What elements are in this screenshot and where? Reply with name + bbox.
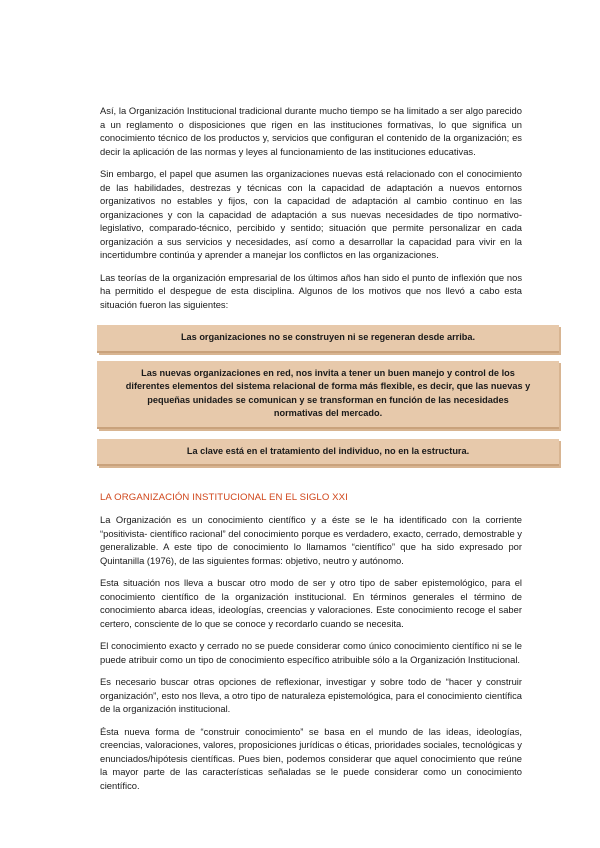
paragraph: Sin embargo, el papel que asumen las organizaciones nuevas está relacionado con el conocimiento de las habilidades, destrezas y técnicas con la capacidad de adaptación a nuevos entornos organizativos no estables y fijos, con la capacidad de adaptación al cambio continuo en las organizaciones y con la capacidad de adaptación a sus nuevas necesidades de tipo normativo-legislativo, comparado-técnico, percibido y sentido; situación que permite personalizar en cada organización a sus servicios y necesidades, así como a desarrollar la capacidad para vivir en la incertidumbre continúa y aprender a manejar los conflictos en las organizaciones. bbox=[100, 168, 522, 260]
paragraph: La Organización es un conocimiento científico y a éste se le ha identificado con la corriente “positivista- científico racional” del conocimiento porque es verdadero, exacto, cerrado, demostrable y generalizable. A este tipo de conocimiento lo llamamos “científico” que ha sido expresado por Quintanilla (1976), de las siguientes formas: objetivo, neutro y autónomo. bbox=[100, 514, 522, 566]
callout-box: Las nuevas organizaciones en red, nos invita a tener un buen manejo y control de los diferentes elementos del sistema relacional de forma más flexible, es decir, que las nuevas y pequeñas unidades se comunican y se transforman en función de las necesidades normativas del mercado. bbox=[97, 361, 559, 429]
paragraph: El conocimiento exacto y cerrado no se puede considerar como único conocimiento científico ni se le puede atribuir como un tipo de conocimiento específico atribuible sólo a la Organización Institucional. bbox=[100, 640, 522, 665]
page-content bbox=[100, 104, 531, 801]
paragraph: Es necesario buscar otras opciones de reflexionar, investigar y sobre todo de “hacer y construir organización”, esto nos lleva, a otro tipo de naturaleza epistemológica, para el conocimiento científica de la organización institucional. bbox=[100, 676, 522, 714]
paragraph: Esta situación nos lleva a buscar otro modo de ser y otro tipo de saber epistemológico, para el conocimiento científico de la organización institucional. En términos generales el término de conocimiento abarca ideas, ideologías, creencias y valoraciones. Este conocimiento recoge el saber certero, consciente de lo que se conoce y recordarlo cuando se necesita. bbox=[100, 577, 522, 629]
paragraph: Las teorías de la organización empresarial de los últimos años han sido el punto de inflexión que nos ha permitido el despegue de esta disciplina. Algunos de los motivos que nos llevó a cabo esta situación fueron las siguientes: bbox=[100, 271, 522, 310]
paragraph: Ésta nueva forma de “construir conocimiento” se basa en el mundo de las ideas, ideologías, creencias, valoraciones, valores, proposiciones jurídicas o éticas, prioridades sociales, tecnológicas y enunciados/hipótesis científicas. Pues bien, podemos considerar que aquel conocimiento que reúne la mayor parte de las características señaladas se le puede considerar como un conocimiento científico. bbox=[100, 725, 522, 791]
section-heading: LA ORGANIZACIÓN INSTITUCIONAL EN EL SIGLO XXI bbox=[100, 492, 348, 503]
paragraph: Así, la Organización Institucional tradicional durante mucho tiempo se ha limitado a ser algo parecido a un reglamento o disposiciones que rigen en las instituciones formativas, lo que significa un conocimiento técnico de los productos y, servicios que configuran el contenido de la organización; es decir la aplicación de las normas y leyes al funcionamiento de las instituciones educativas. bbox=[100, 105, 522, 157]
callout-box: Las organizaciones no se construyen ni se regeneran desde arriba. bbox=[97, 325, 559, 353]
callout-box: La clave está en el tratamiento del individuo, no en la estructura. bbox=[97, 439, 559, 467]
